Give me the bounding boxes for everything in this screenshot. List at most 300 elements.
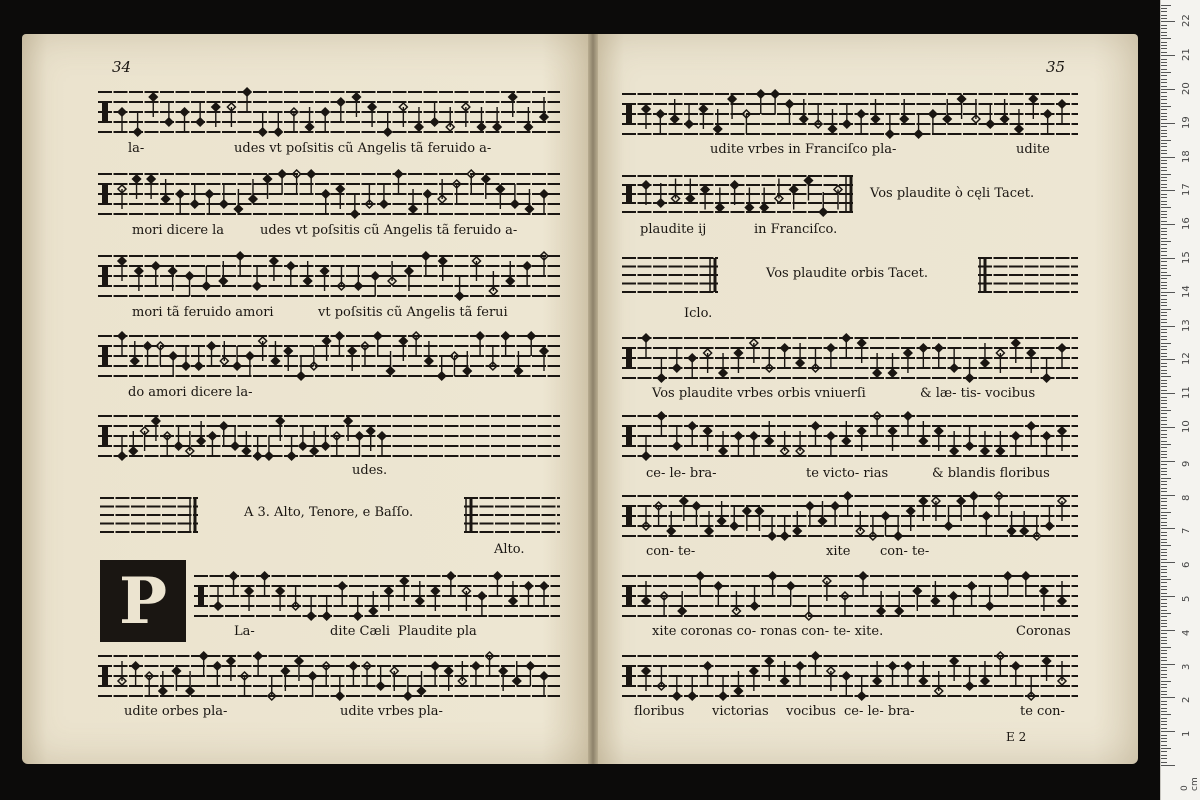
music-staff bbox=[622, 410, 1078, 462]
ruler-tick bbox=[1161, 143, 1167, 144]
lyric-fragment: udite bbox=[1016, 142, 1050, 157]
note bbox=[450, 352, 458, 376]
note bbox=[274, 112, 282, 136]
note bbox=[348, 347, 356, 371]
note bbox=[781, 344, 789, 368]
ruler-tick bbox=[1161, 630, 1175, 631]
lyric-fragment: con- te- bbox=[646, 544, 696, 559]
note bbox=[1043, 657, 1051, 681]
note bbox=[135, 267, 143, 291]
note bbox=[287, 262, 295, 286]
clef bbox=[626, 586, 632, 606]
note bbox=[1012, 662, 1020, 686]
ruler-number: 16 bbox=[1181, 217, 1192, 231]
note bbox=[220, 422, 228, 446]
note bbox=[966, 426, 974, 450]
note bbox=[671, 99, 679, 123]
ruler-tick bbox=[1161, 481, 1167, 482]
ruler-tick bbox=[1161, 562, 1175, 563]
note bbox=[409, 189, 417, 213]
lyric-fragment: plaudite ij bbox=[640, 222, 707, 237]
ruler-tick bbox=[1161, 130, 1167, 131]
note bbox=[719, 676, 727, 700]
note bbox=[321, 426, 329, 450]
ruler-tick bbox=[1161, 244, 1167, 245]
note bbox=[374, 332, 382, 356]
clef bbox=[626, 104, 632, 124]
ruler-tick bbox=[1161, 255, 1167, 256]
ruler-tick bbox=[1161, 762, 1167, 763]
ruler-tick bbox=[1161, 488, 1167, 489]
note bbox=[1058, 427, 1066, 451]
ruler-tick bbox=[1161, 596, 1175, 597]
ruler-tick bbox=[1161, 211, 1167, 212]
note bbox=[657, 412, 665, 436]
note bbox=[935, 427, 943, 451]
note bbox=[1040, 587, 1048, 611]
ruler-tick bbox=[1161, 701, 1167, 702]
music-staff bbox=[98, 650, 560, 702]
note bbox=[208, 342, 216, 366]
note bbox=[394, 170, 402, 194]
note bbox=[415, 107, 423, 131]
note bbox=[886, 114, 894, 138]
ruler-tick bbox=[1161, 251, 1167, 252]
note bbox=[349, 662, 357, 686]
ruler-tick bbox=[1161, 586, 1167, 587]
note bbox=[368, 103, 376, 127]
ruler-tick bbox=[1161, 653, 1167, 654]
ruler-tick bbox=[1161, 579, 1171, 580]
ruler-tick bbox=[1161, 190, 1175, 191]
lyric-fragment: & blandis floribus bbox=[932, 466, 1050, 481]
lyric-fragment: te con- bbox=[1020, 704, 1065, 719]
note bbox=[787, 582, 795, 606]
note bbox=[377, 666, 385, 690]
note bbox=[1058, 497, 1066, 521]
note bbox=[131, 341, 139, 365]
ruler-tick bbox=[1161, 650, 1167, 651]
music-staff bbox=[622, 650, 1078, 702]
ruler-tick bbox=[1161, 400, 1167, 401]
note bbox=[259, 112, 267, 136]
note bbox=[970, 492, 978, 516]
ruler-tick bbox=[1161, 380, 1167, 381]
note bbox=[750, 339, 758, 363]
note bbox=[730, 506, 738, 530]
ruler-tick bbox=[1161, 525, 1167, 526]
ruler-tick bbox=[1161, 332, 1167, 333]
clef bbox=[626, 348, 632, 368]
note bbox=[191, 184, 199, 208]
note bbox=[699, 105, 707, 129]
note bbox=[367, 427, 375, 451]
ruler-tick bbox=[1161, 457, 1167, 458]
note bbox=[149, 93, 157, 117]
ruler-tick bbox=[1161, 677, 1167, 678]
note bbox=[270, 257, 278, 281]
ruler-tick bbox=[1161, 258, 1175, 259]
note bbox=[793, 511, 801, 535]
ruler-tick bbox=[1161, 288, 1167, 289]
ruler-tick bbox=[1161, 647, 1171, 648]
empty-staff bbox=[978, 252, 1078, 298]
ruler-tick bbox=[1161, 285, 1167, 286]
ruler-number: 3 bbox=[1181, 663, 1192, 670]
ruler-number: 10 bbox=[1181, 420, 1192, 433]
ruler-tick bbox=[1161, 444, 1171, 445]
note bbox=[205, 190, 213, 214]
ruler-tick bbox=[1161, 82, 1167, 83]
lyric-fragment: & læ- tis- vocibus bbox=[920, 386, 1036, 401]
note bbox=[895, 591, 903, 615]
ruler-tick bbox=[1161, 708, 1167, 709]
note bbox=[858, 427, 866, 451]
ruler-tick bbox=[1161, 505, 1167, 506]
ruler-tick bbox=[1161, 420, 1167, 421]
note bbox=[734, 432, 742, 456]
ruler-tick bbox=[1161, 319, 1167, 320]
ruler-tick bbox=[1161, 643, 1167, 644]
ruler-tick bbox=[1161, 637, 1167, 638]
ruler-tick bbox=[1161, 248, 1167, 249]
ruler-tick bbox=[1161, 150, 1167, 151]
ruler-tick bbox=[1161, 123, 1175, 124]
lyric-fragment: udite vrbes in Franciſco pla- bbox=[710, 142, 897, 157]
note bbox=[842, 672, 850, 696]
page-number-right: 35 bbox=[1046, 58, 1066, 76]
lyric-fragment: Iclo. bbox=[684, 306, 713, 321]
note bbox=[254, 652, 262, 676]
ruler-tick bbox=[1161, 413, 1167, 414]
note bbox=[417, 671, 425, 695]
ruler-tick bbox=[1161, 18, 1167, 19]
ruler-tick bbox=[1161, 214, 1167, 215]
ruler-tick bbox=[1161, 383, 1167, 384]
note bbox=[144, 342, 152, 366]
ruler-tick bbox=[1161, 640, 1167, 641]
empty-staff bbox=[622, 252, 718, 298]
clef bbox=[626, 426, 632, 446]
note bbox=[919, 497, 927, 521]
ruler-tick bbox=[1161, 613, 1171, 614]
note bbox=[796, 431, 804, 455]
note bbox=[243, 88, 251, 112]
lyric-fragment: Plaudite pla bbox=[398, 624, 477, 639]
note bbox=[540, 97, 548, 121]
clef bbox=[102, 346, 108, 366]
ruler-number: 19 bbox=[1181, 116, 1192, 129]
note bbox=[265, 436, 273, 460]
note bbox=[701, 186, 709, 210]
lyric-fragment: udite orbes pla- bbox=[124, 704, 228, 719]
note bbox=[227, 657, 235, 681]
ruler-tick bbox=[1161, 681, 1171, 682]
note bbox=[234, 189, 242, 213]
note bbox=[781, 661, 789, 685]
ruler-tick bbox=[1161, 59, 1167, 60]
note bbox=[828, 109, 836, 133]
lyric-fragment: victorias bbox=[712, 704, 769, 719]
ruler-tick bbox=[1161, 704, 1167, 705]
note bbox=[438, 179, 446, 203]
note bbox=[935, 344, 943, 368]
ruler-tick bbox=[1161, 366, 1167, 367]
note bbox=[1043, 358, 1051, 382]
note bbox=[499, 667, 507, 691]
note bbox=[714, 109, 722, 133]
note bbox=[118, 661, 126, 685]
note bbox=[182, 346, 190, 370]
note bbox=[642, 667, 650, 691]
note bbox=[524, 582, 532, 606]
note bbox=[458, 661, 466, 685]
note bbox=[842, 334, 850, 358]
note bbox=[323, 596, 331, 620]
note bbox=[882, 512, 890, 536]
note bbox=[831, 502, 839, 526]
note bbox=[642, 436, 650, 460]
clef bbox=[102, 266, 108, 286]
music-staff bbox=[98, 86, 560, 138]
note bbox=[307, 596, 315, 620]
clef bbox=[626, 666, 632, 686]
note bbox=[858, 676, 866, 700]
note bbox=[996, 349, 1004, 373]
note bbox=[986, 104, 994, 128]
ruler-number: 1 bbox=[1181, 730, 1192, 738]
note bbox=[172, 667, 180, 691]
note bbox=[734, 671, 742, 695]
note bbox=[431, 662, 439, 686]
note bbox=[1029, 95, 1037, 119]
note bbox=[872, 99, 880, 123]
ruler-tick bbox=[1161, 468, 1167, 469]
note bbox=[785, 100, 793, 124]
note bbox=[858, 339, 866, 363]
ruler-tick bbox=[1161, 346, 1167, 347]
ruler-tick bbox=[1161, 224, 1175, 225]
music-staff bbox=[98, 410, 398, 462]
ruler-tick bbox=[1161, 417, 1167, 418]
ruler-tick bbox=[1161, 569, 1167, 570]
note bbox=[1058, 344, 1066, 368]
note bbox=[141, 427, 149, 451]
note bbox=[714, 582, 722, 606]
lyric-fragment: in Franciſco. bbox=[754, 222, 838, 237]
ruler-tick bbox=[1161, 572, 1167, 573]
ruler-tick bbox=[1161, 765, 1175, 766]
ruler-tick bbox=[1161, 434, 1167, 435]
note bbox=[230, 572, 238, 596]
note bbox=[387, 351, 395, 375]
note bbox=[673, 348, 681, 372]
ruler-tick bbox=[1161, 174, 1171, 175]
music-staff bbox=[98, 250, 560, 302]
ruler-number: 4 bbox=[1181, 629, 1192, 636]
note bbox=[264, 175, 272, 199]
note bbox=[986, 586, 994, 610]
note bbox=[919, 661, 927, 685]
note bbox=[511, 184, 519, 208]
ruler-tick bbox=[1161, 542, 1167, 543]
note bbox=[463, 351, 471, 375]
page-number-left: 34 bbox=[112, 58, 132, 76]
note bbox=[1058, 100, 1066, 124]
ruler-tick bbox=[1161, 491, 1167, 492]
measuring-ruler bbox=[1160, 0, 1200, 800]
ruler-tick bbox=[1161, 464, 1167, 465]
note bbox=[321, 267, 329, 291]
note bbox=[894, 516, 902, 540]
note bbox=[354, 596, 362, 620]
note bbox=[186, 272, 194, 296]
ruler-tick bbox=[1161, 424, 1167, 425]
note bbox=[513, 661, 521, 685]
lyric-fragment: ce- le- bra- bbox=[844, 704, 915, 719]
ruler-tick bbox=[1161, 349, 1167, 350]
ruler-tick bbox=[1161, 15, 1167, 16]
ruler-tick bbox=[1161, 582, 1167, 583]
book-gutter bbox=[588, 34, 598, 764]
note bbox=[718, 501, 726, 525]
ruler-tick bbox=[1161, 447, 1167, 448]
note bbox=[968, 582, 976, 606]
note bbox=[750, 432, 758, 456]
note bbox=[796, 662, 804, 686]
ruler-tick bbox=[1161, 386, 1167, 387]
note bbox=[765, 657, 773, 681]
note bbox=[688, 422, 696, 446]
note bbox=[1027, 349, 1035, 373]
ruler-tick bbox=[1161, 72, 1171, 73]
note bbox=[981, 343, 989, 367]
ruler-tick bbox=[1161, 545, 1171, 546]
note bbox=[642, 105, 650, 129]
ruler-number: 7 bbox=[1181, 528, 1192, 535]
note bbox=[384, 112, 392, 136]
note bbox=[827, 667, 835, 691]
note bbox=[873, 661, 881, 685]
note bbox=[904, 349, 912, 373]
note bbox=[338, 582, 346, 606]
note bbox=[422, 252, 430, 276]
note bbox=[540, 672, 548, 696]
note bbox=[213, 662, 221, 686]
note bbox=[673, 676, 681, 700]
note bbox=[907, 507, 915, 531]
ruler-tick bbox=[1161, 407, 1167, 408]
note bbox=[212, 103, 220, 127]
note bbox=[425, 341, 433, 365]
note bbox=[859, 572, 867, 596]
note bbox=[385, 587, 393, 611]
ruler-number: 5 bbox=[1181, 595, 1192, 602]
ruler-tick bbox=[1161, 207, 1171, 208]
note bbox=[133, 175, 141, 199]
ruler-number: 2 bbox=[1181, 697, 1192, 704]
note bbox=[827, 432, 835, 456]
lyric-fragment: udite vrbes pla- bbox=[340, 704, 443, 719]
ruler-tick bbox=[1161, 528, 1175, 529]
note bbox=[1043, 432, 1051, 456]
ruler-tick bbox=[1161, 113, 1167, 114]
ruler-tick bbox=[1161, 69, 1167, 70]
ruler-tick bbox=[1161, 79, 1167, 80]
ruler-tick bbox=[1161, 478, 1171, 479]
ruler-tick bbox=[1161, 518, 1167, 519]
note bbox=[873, 353, 881, 377]
note bbox=[844, 492, 852, 516]
note bbox=[310, 346, 318, 370]
ruler-tick bbox=[1161, 25, 1167, 26]
signature-mark: E 2 bbox=[1006, 730, 1027, 744]
ruler-tick bbox=[1161, 295, 1167, 296]
ruler-tick bbox=[1161, 376, 1171, 377]
ruler-tick bbox=[1161, 660, 1167, 661]
lyric-fragment: udes. bbox=[352, 463, 388, 478]
ruler-tick bbox=[1161, 454, 1167, 455]
note bbox=[656, 110, 664, 134]
note bbox=[981, 661, 989, 685]
music-staff bbox=[622, 332, 1078, 384]
note bbox=[220, 341, 228, 365]
note bbox=[323, 337, 331, 361]
ruler-tick bbox=[1161, 495, 1175, 496]
ruler-tick bbox=[1161, 11, 1167, 12]
ruler-number: 17 bbox=[1181, 183, 1192, 197]
ruler-tick bbox=[1161, 437, 1167, 438]
note bbox=[147, 175, 155, 199]
ruler-tick bbox=[1161, 92, 1167, 93]
note bbox=[642, 581, 650, 605]
ruler-tick bbox=[1161, 724, 1167, 725]
note bbox=[957, 497, 965, 521]
ruler-tick bbox=[1161, 610, 1167, 611]
note bbox=[972, 99, 980, 123]
lyric-fragment: vt poſsitis cũ Angelis tã ferui bbox=[318, 305, 508, 320]
note bbox=[493, 107, 501, 131]
ruler-tick bbox=[1161, 119, 1167, 120]
note bbox=[309, 672, 317, 696]
note bbox=[132, 662, 140, 686]
note bbox=[755, 507, 763, 531]
note bbox=[904, 662, 912, 686]
ruler-tick bbox=[1161, 278, 1167, 279]
note bbox=[943, 99, 951, 123]
note bbox=[489, 271, 497, 295]
note bbox=[1045, 506, 1053, 530]
ruler-tick bbox=[1161, 241, 1171, 242]
ruler-tick bbox=[1161, 65, 1167, 66]
note bbox=[502, 332, 510, 356]
note bbox=[514, 351, 522, 375]
ruler-tick bbox=[1161, 170, 1167, 171]
ruler-tick bbox=[1161, 539, 1167, 540]
lyric-fragment: dite Cæli bbox=[330, 624, 391, 639]
ruler-tick bbox=[1161, 45, 1167, 46]
note bbox=[242, 431, 250, 455]
ruler-tick bbox=[1161, 599, 1167, 600]
ruler-tick bbox=[1161, 197, 1167, 198]
ruler-number: 21 bbox=[1181, 48, 1192, 62]
note bbox=[400, 577, 408, 601]
note bbox=[162, 179, 170, 203]
ruler-tick bbox=[1161, 339, 1167, 340]
ruler-tick bbox=[1161, 670, 1167, 671]
note bbox=[760, 188, 768, 212]
note bbox=[775, 179, 783, 203]
